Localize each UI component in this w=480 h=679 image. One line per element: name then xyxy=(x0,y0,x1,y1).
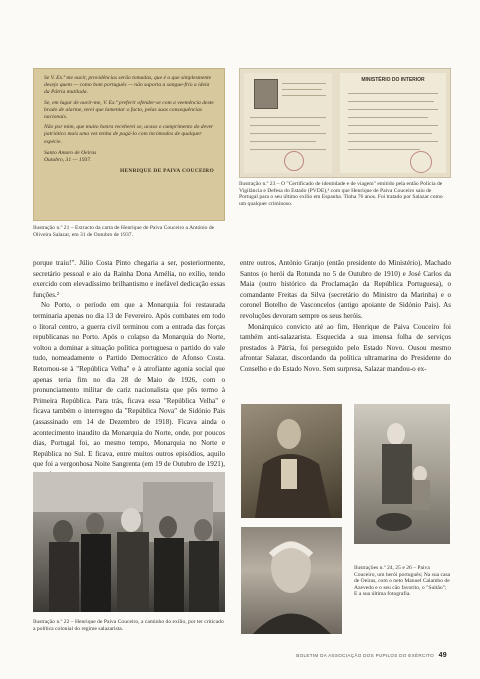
letter-extract-image xyxy=(33,68,225,221)
portrait-photo-seated xyxy=(241,404,342,518)
figure-24-26-caption: Ilustrações n.º 24, 25 e 26 – Paiva Couceiro, um herói português; Na sua casa de Oeiras, com o neto Manuel Calambo de Azevedo e o seu cão favorito, o "Sultão"; E a sua última fotografia. xyxy=(354,565,451,598)
letter-paragraph: Se, em lugar de ouvir-me, V. Ex.ª preferir ofender-se com a veemência deste brado de alarme, terei que lamentar o facto, pelas suas consequências nacionais. xyxy=(44,99,214,121)
letter-place: Santo Amaro de Oeiras xyxy=(44,149,97,156)
body-paragraph: entre outros, António Granjo (então presidente do Ministério), Machado Santos (o herói da Rotunda no 5 de Outubro de 1910) e José Carlos da Maia (outro histórico da Proclamação da República Portuguesa), o comandante Freitas da Silva (secretário do Ministro da Marinha) e o coronel Botelho de Vasconcelos (antigo apoiante de Sidónio Pais). As revoluções devoram sempre os seus heróis. xyxy=(240,259,451,320)
document-header: MINISTÉRIO DO INTERIOR xyxy=(361,77,425,83)
stamp-mark xyxy=(284,151,304,171)
letter-signature-name: HENRIQUE DE PAIVA COUCEIRO xyxy=(119,168,214,175)
figure-21-caption: Ilustração n.º 21 – Extracto da carta de Henrique de Paiva Couceiro a António de Oliveira Salazar, em 31 de Outubro de 1937. xyxy=(33,225,215,238)
letter-paragraph: Se V. Ex.ª me ouvir, providências serão tomadas, que é o que simplesmente desejo quem — como bom português — não suporta a sangue-frio a ideia da Pátria mutilada. xyxy=(44,75,212,96)
body-right-column xyxy=(240,258,451,375)
body-paragraph: Monárquico convicto até ao fim, Henrique de Paiva Couceiro foi também anti-salazarista. Esquecida a sua imensa folha de serviços prestados à Pátria, foi perseguido pelo Estado Novo. Ousou mesmo afrontar Salazar, discordando da política ultramarina do Presidente do Conselho e do Estado Novo. Sem surpresa, Salazar mandou-o ex- xyxy=(240,322,451,373)
stamp-mark xyxy=(410,151,432,173)
crowd-figures xyxy=(33,472,225,612)
figure-22-caption: Ilustração n.º 22 – Henrique de Paiva Couceiro, a caminho do exílio, por ter criticado a política colonial do regime salazarista. xyxy=(33,619,224,632)
letter-paragraph: Não por mim, que muito honra receberei se, acaso o cumprimento do dever patriótico mais uma vez tenha de pagá-lo com incómodos de qualquer espécie. xyxy=(44,124,214,145)
letter-date: Outubro, 31 — 1937. xyxy=(44,157,92,164)
page-number: 49 xyxy=(438,652,447,659)
last-photograph xyxy=(241,527,342,634)
publication-name: BOLETIM DA ASSOCIAÇÃO DOS PUPILOS DO EXÉRCITO xyxy=(296,653,435,658)
portrait-photo xyxy=(254,79,278,109)
exile-departure-photo xyxy=(33,472,225,612)
figure-23-caption: Ilustração n.º 23 – O "Certificado de identidade e de viagem" emitido pela então Polícia de Vigilância e Defesa do Estado (PVDE),³ com que Henrique de Paiva Couceiro saiu de Portugal para o seu último exílio em Espanha. Tinha 76 anos. Foi tratado por Salazar como um qualquer criminoso. xyxy=(239,181,443,207)
document-left-page xyxy=(244,73,332,173)
page-footer xyxy=(296,652,447,659)
body-left-column xyxy=(33,258,225,480)
document-right-page xyxy=(340,73,446,173)
grandson-and-dog-photo xyxy=(354,404,450,544)
body-paragraph: porque traiu!". Júlio Costa Pinto chegaria a ser, posteriormente, secretário pessoal e aio da Rainha Dona Amélia, no exílio, tendo exercido com elevadíssimo brilhantismo e inefável dedicação essas funções.² xyxy=(33,259,225,299)
identity-certificate-image xyxy=(239,68,451,178)
body-paragraph: No Porto, o período em que a Monarquia foi restaurada terminaria apenas no dia 13 de Fevereiro. Após combates em todo o litoral centro, a guerra civil terminou com a entrada das forças republicanas no Porto. Após o colapso da Monarquia do Norte, voltou a dominar a situação política portuguesa o partido do vale tudo, nomeadamente o Partido Democrático de Afonso Costa. Retornou-se à "República Velha" e à atrofiante agonia social que apenas teria fim no dia 28 de Maio de 1926, com o pronunciamento militar de cariz nacionalista que pôs termo à Primeira República. Para trás, ficava essa "República Velha" e ficava também o interregno da "República Nova" de Sidónio Pais (assassinado em 14 de Dezembro de 1918). Ficava ainda o acontecimento inaudito da Monarquia do Norte, onde, por poucos dias, Portugal foi, ao mesmo tempo, Monarquia no Norte e República no Sul. E ficava, entre muitos outros episódios, aquilo que foi a vergonhosa Noite Sangrenta (em 19 de Outubro de 1921), xyxy=(33,301,225,469)
